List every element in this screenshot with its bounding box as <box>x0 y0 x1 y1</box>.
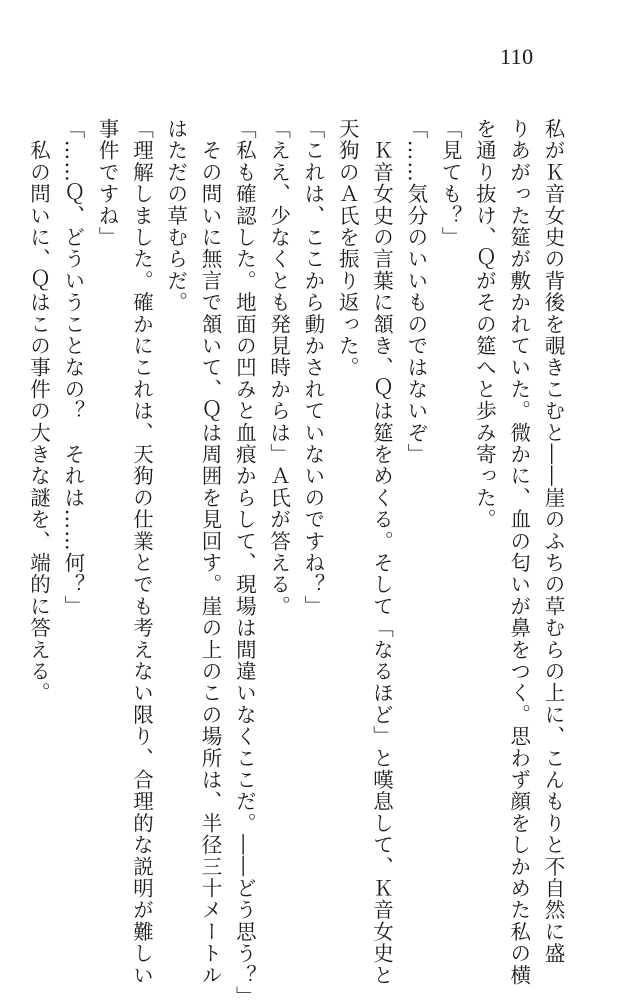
text-line: Ｋ音女史の言葉に頷き、Ｑは筵をめくる。そして「なるほど」と嘆息して、Ｋ音女史と <box>369 118 394 986</box>
text-line: りあがった筵が敷かれていた。微かに、血の匂いが鼻をつく。思わず顔をしかめた私の横 <box>506 118 531 986</box>
text-line: 私がＫ音女史の背後を覗きこむと――崖のふちの草むらの上に、こんもりと不自然に盛 <box>541 118 565 965</box>
text-line: 「……気分のいいものではないぞ」 <box>403 118 428 466</box>
text-line: 天狗のＡ氏を振り返った。 <box>335 118 360 379</box>
text-line: 「……Ｑ、どういうことなの？ それは……何？」 <box>60 118 85 618</box>
vertical-text-body <box>26 118 570 1008</box>
text-line: 「ええ、少なくとも発見時からは」Ａ氏が答える。 <box>266 118 291 618</box>
text-line: 「これは、ここから動かされていないのですね？」 <box>300 118 325 618</box>
text-line: はただの草むらだ。 <box>163 118 188 314</box>
text-line: 私の問いに、Ｑはこの事件の大きな謎を、端的に答える。 <box>26 118 51 704</box>
text-line: 「私も確認した。地面の凹みと血痕からして、現場は間違いなくここだ。――どう思う？」 <box>232 118 257 1008</box>
text-line: その問いに無言で頷いて、Ｑは周囲を見回す。崖の上のこの場所は、半径三十メートル <box>198 118 223 986</box>
text-line: を通り抜け、Ｑがその筵へと歩み寄った。 <box>472 118 497 531</box>
text-line: 「理解しました。確かにこれは、天狗の仕業とでも考えない限り、合理的な説明が難しい <box>129 118 154 986</box>
page-number: 110 <box>500 44 534 69</box>
text-line: 事件ですね」 <box>95 118 120 249</box>
text-line: 「見ても？」 <box>438 118 463 249</box>
